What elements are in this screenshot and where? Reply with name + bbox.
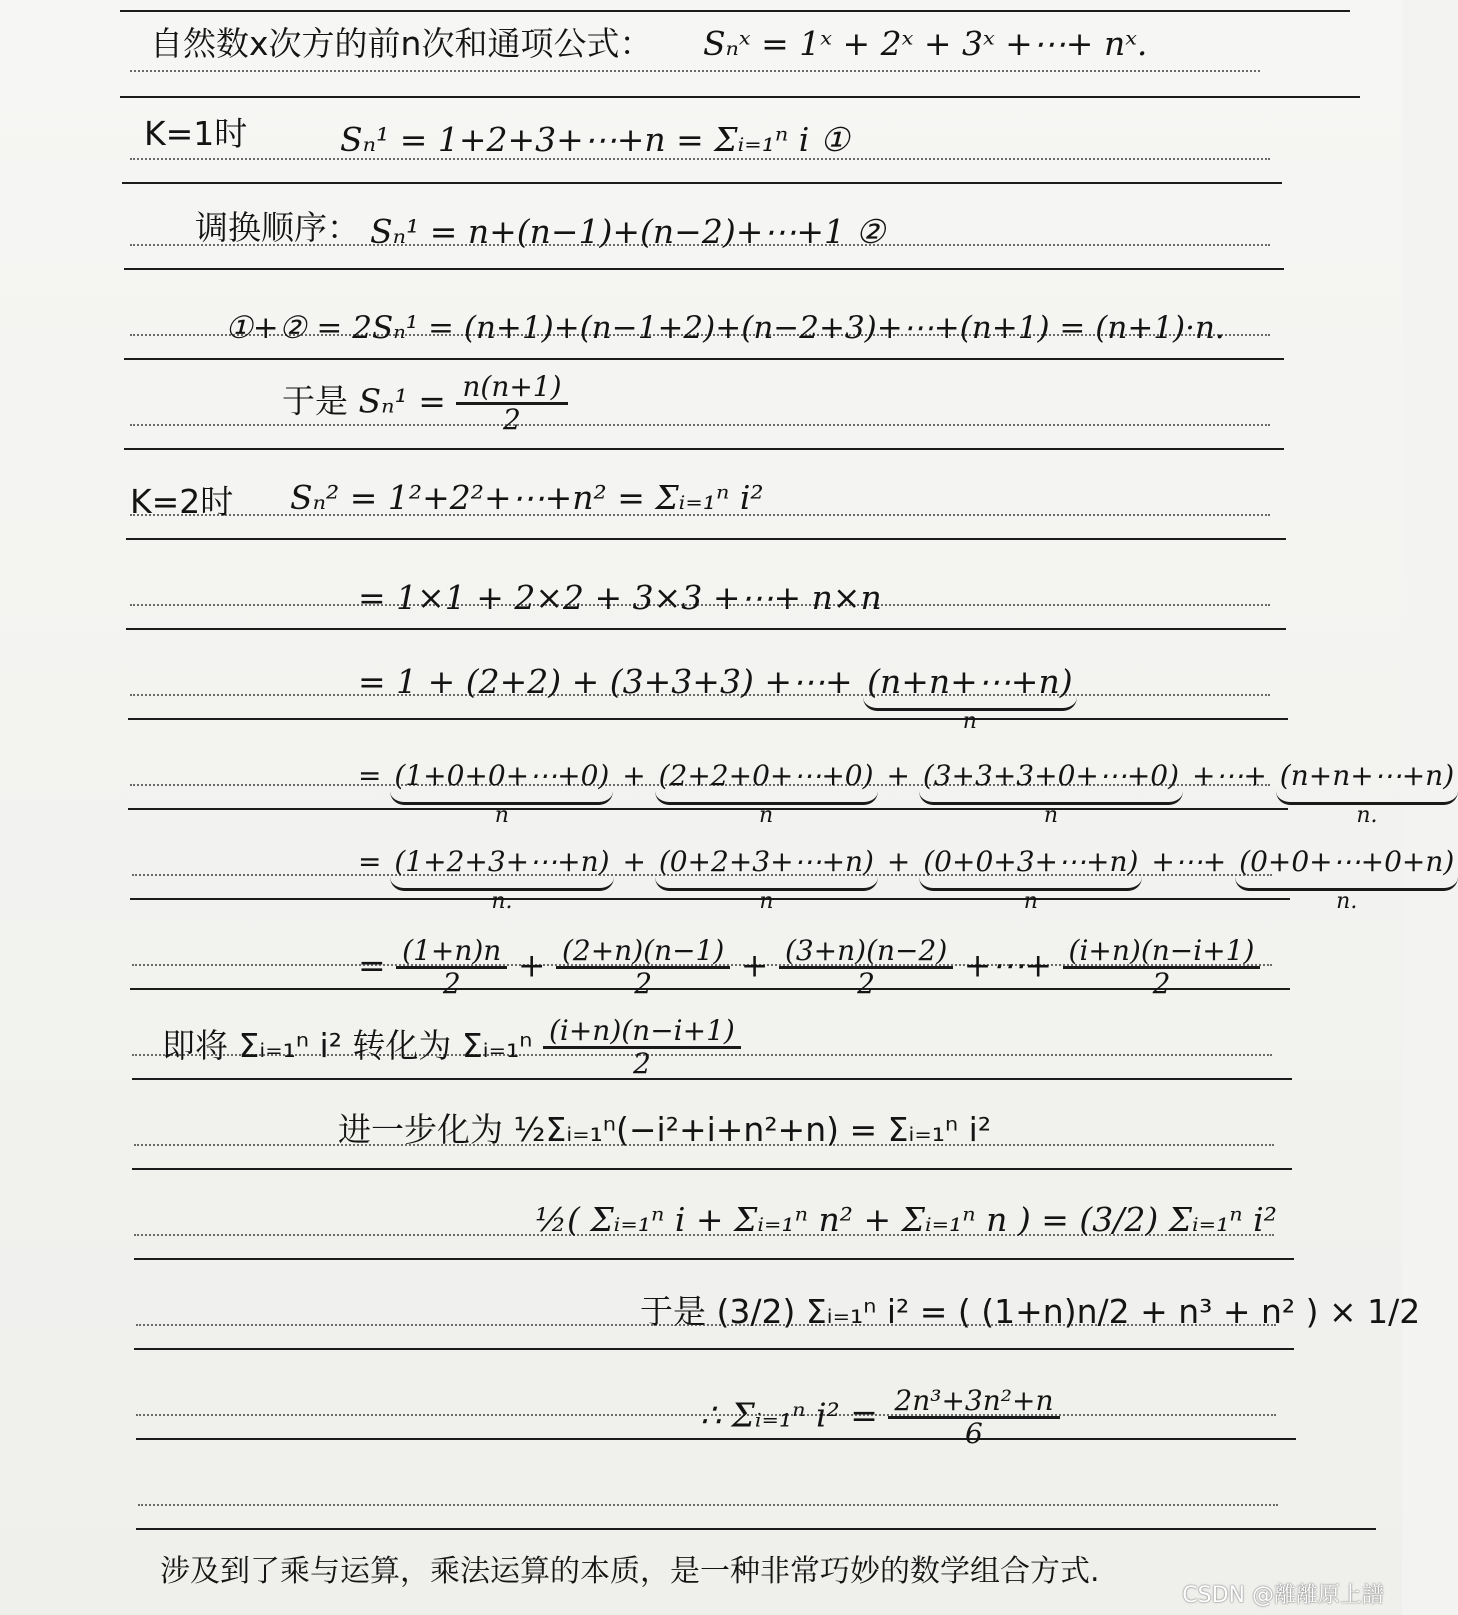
underbrace-group bbox=[1235, 842, 1458, 913]
underbrace-label: n bbox=[1043, 803, 1059, 828]
fraction-numerator: (2+n)(n−1) bbox=[556, 936, 730, 969]
fraction-numerator: n(n+1) bbox=[456, 372, 567, 405]
page-rule bbox=[120, 10, 1350, 12]
k2-equation-6 bbox=[358, 936, 1260, 999]
underbrace-body: (1+0+0+⋯+0) bbox=[390, 756, 613, 805]
page-rule bbox=[134, 1258, 1294, 1260]
fraction-denominator: 2 bbox=[442, 967, 461, 1000]
underbrace-label: n bbox=[758, 803, 774, 828]
underbrace-body: (0+0+⋯+0+n) bbox=[1235, 842, 1458, 891]
plus-sign: + bbox=[877, 759, 919, 792]
page-rule bbox=[136, 1528, 1376, 1530]
underbrace-body: (n+n+⋯+n) bbox=[863, 662, 1076, 711]
fraction-numerator: 2n³+3n²+n bbox=[888, 1386, 1059, 1419]
fraction bbox=[1063, 936, 1261, 999]
page-rule bbox=[122, 182, 1282, 184]
underbrace-body: (3+3+3+0+⋯+0) bbox=[919, 756, 1183, 805]
fraction-denominator: 2 bbox=[1152, 967, 1171, 1000]
k2-step-2: ½( Σᵢ₌₁ⁿ i + Σᵢ₌₁ⁿ n² + Σᵢ₌₁ⁿ n ) = (3/2) Σᵢ₌₁ⁿ i² bbox=[535, 1200, 1277, 1239]
k2-transform bbox=[162, 1016, 741, 1079]
underbrace-label: n. bbox=[491, 889, 513, 914]
page-rule bbox=[126, 538, 1286, 540]
page-dotted-rule bbox=[130, 70, 1260, 72]
underbrace-body: (2+2+0+⋯+0) bbox=[655, 756, 878, 805]
plus-sign: + bbox=[613, 845, 655, 878]
page-rule bbox=[134, 1348, 1294, 1350]
k1-label: K=1时 bbox=[144, 114, 248, 153]
k2-eq5-prefix: = bbox=[358, 845, 391, 878]
underbrace-body: (1+2+3+⋯+n) bbox=[390, 842, 613, 891]
plus-sign: + bbox=[517, 945, 556, 985]
k1-sum-equation: ①+② = 2Sₙ¹ = (n+1)+(n−1+2)+(n−2+3)+⋯+(n+1) = (n+1)·n. bbox=[225, 310, 1225, 346]
underbrace-group bbox=[390, 756, 613, 827]
underbrace-group bbox=[1276, 756, 1458, 827]
underbrace-group bbox=[390, 842, 613, 913]
underbrace-group bbox=[919, 756, 1183, 827]
page-rule bbox=[124, 358, 1284, 360]
k1-result bbox=[282, 372, 568, 435]
k2-final-prefix: ∴ Σᵢ₌₁ⁿ i² = bbox=[700, 1395, 878, 1435]
fraction bbox=[543, 1016, 741, 1079]
fraction bbox=[556, 936, 730, 999]
underbrace-label: n bbox=[1023, 889, 1038, 914]
page-rule bbox=[126, 628, 1286, 630]
page-rule bbox=[120, 96, 1360, 98]
k1-result-lhs: Sₙ¹ = bbox=[358, 381, 446, 421]
k1-equation-1: Sₙ¹ = 1+2+3+⋯+n = Σᵢ₌₁ⁿ i ① bbox=[340, 120, 850, 159]
fraction-numerator: (3+n)(n−2) bbox=[779, 936, 953, 969]
page-title: 自然数x次方的前n次和通项公式： bbox=[150, 24, 653, 63]
k1-equation-2: Sₙ¹ = n+(n−1)+(n−2)+⋯+1 ② bbox=[370, 212, 886, 251]
page-rule bbox=[124, 448, 1284, 450]
k2-label: K=2时 bbox=[130, 482, 234, 521]
ellipsis-sign: +⋯+ bbox=[1183, 759, 1276, 792]
underbrace-body: (0+0+3+⋯+n) bbox=[919, 842, 1142, 891]
underbrace-body: (n+n+⋯+n) bbox=[1276, 756, 1458, 805]
title-line bbox=[150, 24, 1147, 64]
k2-step-3: 于是 (3/2) Σᵢ₌₁ⁿ i² = ( (1+n)n/2 + n³ + n² ) × 1/2 bbox=[640, 1292, 1421, 1331]
k2-equation-4 bbox=[358, 756, 1458, 827]
fraction-denominator: 2 bbox=[503, 403, 521, 436]
page-rule bbox=[124, 268, 1284, 270]
k2-equation-2: = 1×1 + 2×2 + 3×3 +⋯+ n×n bbox=[358, 578, 882, 617]
fraction-numerator: (i+n)(n−i+1) bbox=[1063, 936, 1261, 969]
page-dotted-rule bbox=[138, 1504, 1278, 1506]
underbrace-group bbox=[655, 842, 878, 913]
underbrace-label: n. bbox=[1356, 803, 1378, 828]
k2-equation-5 bbox=[358, 842, 1458, 913]
fraction-numerator: (i+n)(n−i+1) bbox=[543, 1016, 741, 1049]
watermark: CSDN @離離原上譜 bbox=[1182, 1583, 1384, 1608]
fraction-numerator: (1+n)n bbox=[396, 936, 507, 969]
plus-sign: + bbox=[740, 945, 779, 985]
k1-reverse-label: 调换顺序： bbox=[195, 208, 360, 247]
k1-result-fraction bbox=[456, 372, 567, 435]
k2-further: 进一步化为 ½Σᵢ₌₁ⁿ(−i²+i+n²+n) = Σᵢ₌₁ⁿ i² bbox=[338, 1110, 992, 1149]
fraction-denominator: 2 bbox=[632, 1047, 651, 1080]
fraction-denominator: 6 bbox=[965, 1417, 983, 1450]
k2-eq3-prefix: = 1 + (2+2) + (3+3+3) +⋯+ bbox=[358, 662, 864, 701]
k2-transform-text: 即将 Σᵢ₌₁ⁿ i² 转化为 Σᵢ₌₁ⁿ bbox=[162, 1026, 533, 1065]
k1-result-prefix: 于是 bbox=[282, 381, 348, 421]
underbrace-label: n bbox=[962, 709, 977, 734]
underbrace-label: n bbox=[759, 889, 774, 914]
k2-eq4-prefix: = bbox=[358, 759, 391, 792]
plus-sign: + bbox=[613, 759, 655, 792]
fraction-denominator: 2 bbox=[634, 967, 653, 1000]
title-formula: Sₙˣ = 1ˣ + 2ˣ + 3ˣ +⋯+ nˣ. bbox=[702, 24, 1148, 63]
k2-equation-3 bbox=[358, 662, 1077, 733]
conclusion-text: 涉及到了乘与运算，乘法运算的本质，是一种非常巧妙的数学组合方式. bbox=[160, 1554, 1100, 1589]
ellipsis-sign: +⋯+ bbox=[963, 945, 1063, 985]
underbrace-label: n bbox=[494, 803, 509, 828]
fraction bbox=[888, 1386, 1059, 1449]
plus-sign: + bbox=[877, 845, 920, 878]
k2-eq6-prefix: = bbox=[358, 945, 397, 985]
underbrace-group bbox=[863, 662, 1076, 733]
k2-equation-1: Sₙ² = 1²+2²+⋯+n² = Σᵢ₌₁ⁿ i² bbox=[290, 478, 764, 517]
fraction-denominator: 2 bbox=[857, 967, 875, 1000]
k2-final bbox=[700, 1386, 1060, 1449]
fraction bbox=[779, 936, 953, 999]
page-rule bbox=[132, 1168, 1292, 1170]
underbrace-label: n. bbox=[1336, 889, 1358, 914]
underbrace-body: (0+2+3+⋯+n) bbox=[655, 842, 878, 891]
fraction bbox=[396, 936, 507, 999]
ellipsis-sign: +⋯+ bbox=[1142, 845, 1236, 878]
underbrace-group bbox=[919, 842, 1142, 913]
underbrace-group bbox=[655, 756, 878, 827]
